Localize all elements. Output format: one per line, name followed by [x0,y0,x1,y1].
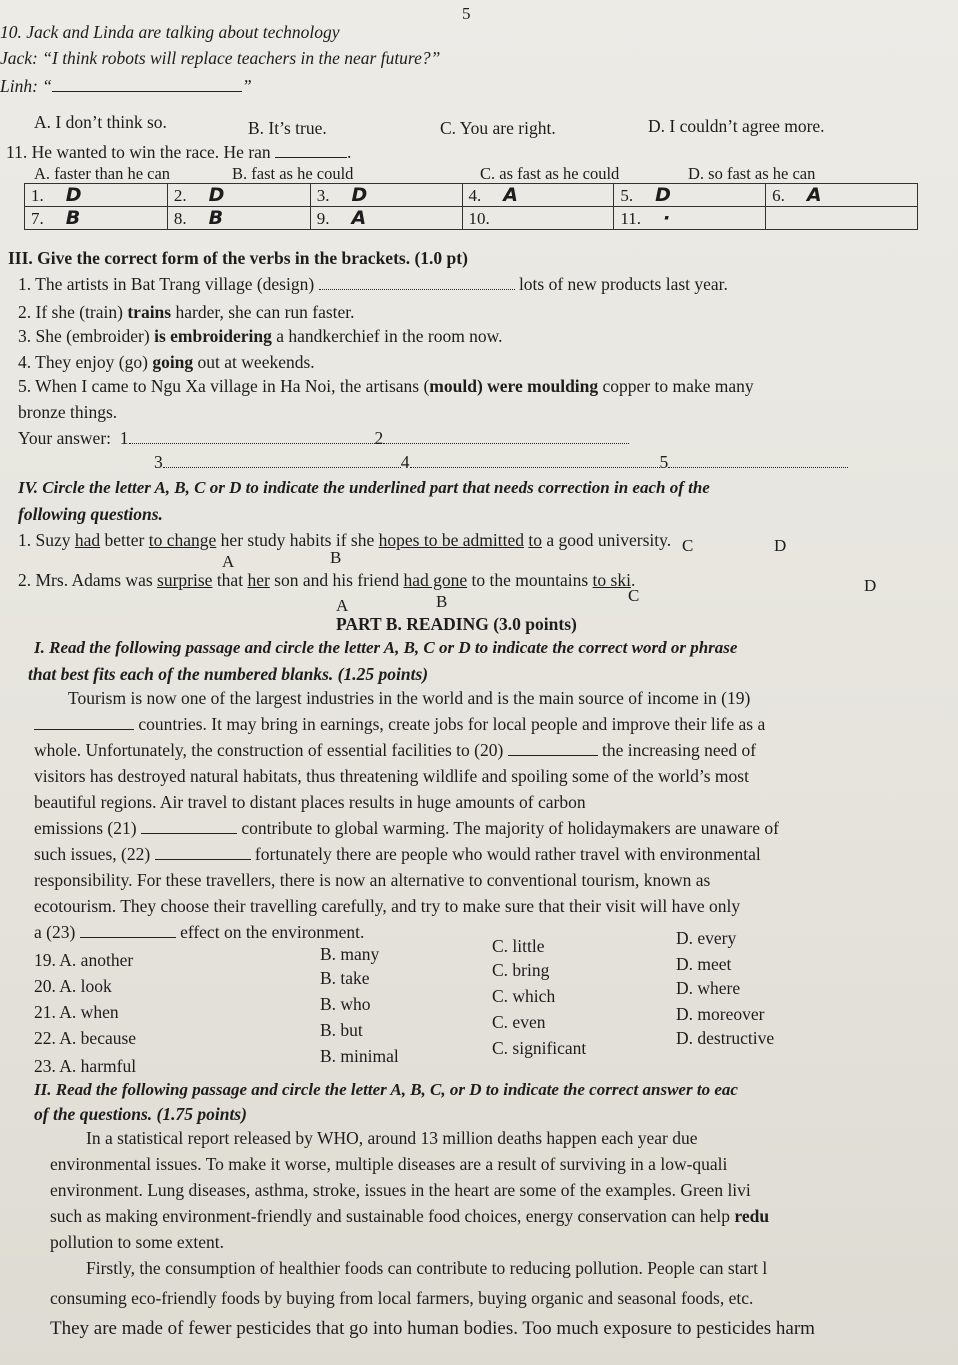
answer-cell-label: 3. [316,186,330,205]
answer-cell[interactable] [167,207,310,230]
page-number: 5 [462,4,471,23]
choice-c[interactable]: C. even [492,1012,546,1032]
answer-cell-label: 6. [772,186,785,205]
section3-item-3 [18,326,503,347]
filled-answer: is embroidering [154,326,272,346]
q11-answer-blank[interactable] [275,157,347,158]
answer-cell-label: 2. [173,186,187,205]
passage2-line: pollution to some extent. [50,1232,225,1252]
choice-number: 19. [34,950,56,970]
passage-text: fortunately there are people who would rather travel with environmental [254,844,761,864]
letter-d: D [774,536,787,555]
choice-number: 22. [34,1028,56,1048]
handwritten-answer: D [208,184,225,206]
slot-number: 3 [154,452,163,472]
choice-row [34,976,112,997]
section3-item-2 [18,302,355,323]
letter-c: C [628,586,640,605]
q11-stem-line: 11. He wanted to win the race. He ran . [6,142,352,162]
choice-a[interactable]: A. look [59,976,112,996]
choice-d[interactable]: D. every [676,928,737,948]
answer-table-row [25,207,918,230]
passage-text: whole. Unfortunately, the construction of essential facilities to (20) [34,740,504,760]
q10-stem: 10. Jack and Linda are talking about technology [0,22,340,42]
underlined-part-b[interactable]: to change [148,530,217,550]
q10-option-d[interactable]: D. I couldn’t agree more. [648,116,825,136]
your-answer-label: Your answer: [18,428,112,448]
passage-line [34,818,779,839]
passage-text: countries. It may bring in earnings, create jobs for local people and improve their life as a [138,714,766,734]
item-text: a handkerchief in the room now. [271,326,503,346]
answer-cell-label: 9. [316,209,330,228]
handwritten-answer: A [351,207,367,229]
underlined-part-b[interactable]: her [247,570,270,590]
passage-line: visitors has destroyed natural habitats, thus threatening wildlife and spoiling some of the world’s most [34,766,749,786]
choice-c[interactable]: C. little [492,936,545,956]
passage2-line: environmental issues. To make it worse, multiple diseases are a result of surviving in a low-quali [50,1154,728,1174]
answer-cell-label: 5. [620,186,634,205]
underlined-part-a[interactable]: surprise [157,570,213,590]
answer-cell[interactable] [25,207,168,230]
handwritten-answer: A [503,184,519,206]
answer-cell[interactable] [310,207,462,230]
section4-heading-cont: following questions. [18,504,163,524]
q-text: that [212,570,248,590]
passage-line: responsibility. For these travellers, there is now an alternative to conventional tourism, known as [34,870,711,890]
slot-number: 1 [119,428,129,448]
passage-line [34,740,756,761]
q-text: 1. Suzy [18,530,75,550]
passage-line: beautiful regions. Air travel to distant places results in huge amounts of carbon [34,792,586,812]
filled-answer: mould) were moulding [429,376,599,396]
q-text: her study habits if she [216,530,379,550]
q-text: 2. Mrs. Adams was [18,570,158,590]
answer-cell[interactable] [462,207,614,230]
passage-text: contribute to global warming. The majority of holidaymakers are unaware of [241,818,779,838]
q-text: . [630,570,636,590]
choice-c[interactable]: C. significant [492,1038,587,1058]
choice-a[interactable]: A. harmful [59,1056,137,1076]
item-text: harder, she can run faster. [171,302,355,322]
passage-text: such issues, (22) [34,844,151,864]
q11-option-c[interactable]: C. as fast as he could [480,164,620,183]
section3-item-5-cont: bronze things. [18,402,118,422]
choice-row [34,1028,136,1049]
choice-number: 23. [34,1056,56,1076]
q-text: a good university. [541,530,672,550]
partB-s2-heading: II. Read the following passage and circle the letter A, B, C, or D to indicate the correct answer to eac [34,1080,738,1099]
answer-cell[interactable] [462,184,614,207]
answer-cell-label: 4. [468,186,482,205]
letter-b: B [436,592,448,611]
choice-d[interactable]: D. moreover [676,1004,765,1024]
passage2-line: In a statistical report released by WHO, around 13 million deaths happen each year due [86,1128,698,1148]
answer-blank[interactable] [410,467,660,468]
blank-22[interactable] [155,859,251,860]
handwritten-answer: B [65,207,81,229]
answer-blank[interactable] [668,467,848,468]
choice-row [34,1002,119,1023]
blank-20[interactable] [508,755,598,756]
handwritten-answer: D [65,184,82,206]
answer-cell-label: 7. [31,209,44,228]
your-answer-row1 [18,428,629,449]
passage-line: ecotourism. They choose their travelling carefully, and try to make sure that their visit will have only [34,896,741,916]
answer-blank[interactable] [319,289,515,290]
q11-option-d[interactable]: D. so fast as he can [688,164,816,183]
underlined-part-c[interactable]: had gone [403,570,468,590]
partB-s1-heading-cont: that best fits each of the numbered blanks. (1.25 points) [28,664,429,684]
passage-text: effect on the environment. [180,922,365,942]
q10-option-b[interactable]: B. It’s true. [248,118,327,138]
passage2-line: environment. Lung diseases, asthma, stroke, issues in the heart are some of the examples. Green livi [50,1180,751,1200]
item-text: 2. If she (train) [18,302,128,322]
q10-linh-label: Linh: “ [0,76,53,96]
blank-23[interactable] [80,937,176,938]
answer-cell[interactable] [614,207,766,230]
item-text: 3. She (embroider) [18,326,155,346]
partB-heading: PART B. READING (3.0 points) [336,614,577,634]
section4-q1 [18,530,671,551]
answer-cell-label: 10. [468,209,490,228]
item-text: 4. They enjoy (go) [18,352,153,372]
section3-item-1 [18,274,728,295]
answer-table-row [25,184,918,207]
slot-number: 4 [400,452,410,472]
item-text: 1. The artists in Bat Trang village (design) [18,274,319,294]
passage-text: such as making environment-friendly and sustainable food choices, energy conservation can help [50,1206,731,1226]
section3-item-4 [18,352,315,373]
passage-text: emissions (21) [34,818,137,838]
choice-number: 21. [34,1002,56,1022]
answer-cell[interactable] [25,184,168,207]
passage2-line [50,1206,769,1227]
choice-row [34,1056,136,1077]
underlined-part-a[interactable]: had [74,530,101,550]
answer-cell-label: 8. [173,209,187,228]
passage-line [34,844,761,865]
choice-d[interactable]: D. where [676,978,741,998]
q11-stem: 11. He wanted to win the race. He ran [6,142,271,162]
choice-b[interactable]: B. who [320,994,371,1014]
q-text: better [100,530,149,550]
choice-a[interactable]: A. another [59,950,134,970]
answer-cell[interactable] [167,184,310,207]
choice-a[interactable]: A. because [59,1028,137,1048]
handwritten-answer: A [806,184,822,206]
passage-line [34,714,765,735]
section3-item-5 [18,376,754,397]
choice-b[interactable]: B. many [320,944,380,964]
answer-cell-empty [766,207,918,230]
partB-s1-heading: I. Read the following passage and circle the letter A, B, C or D to indicate the correct word or phrase [34,638,738,657]
underlined-part-c[interactable]: hopes to be admitted [378,530,524,550]
passage2-line: consuming eco-friendly foods by buying from local farmers, buying organic and seasonal foods, etc. [50,1288,754,1308]
passage-line [34,922,364,943]
choice-c[interactable]: C. which [492,986,556,1006]
partB-s2-heading-cont: of the questions. (1.75 points) [34,1104,247,1124]
choice-row [34,950,133,971]
underlined-part-d[interactable]: to [528,530,542,550]
q10-option-a[interactable]: A. I don’t think so. [34,112,167,132]
q10-linh-end: ” [242,76,252,96]
q10-answer-blank[interactable] [52,91,242,92]
letter-c: C [682,536,694,555]
slot-number: 2 [374,428,384,448]
your-answer-row2 [154,452,848,473]
blank-21[interactable] [141,833,237,834]
q10-linh-line [0,76,252,97]
answer-cell[interactable] [766,184,918,207]
blank-19[interactable] [34,729,134,730]
answer-cell[interactable] [310,184,462,207]
answer-cell-label: 11. [620,209,641,228]
choice-d[interactable]: D. meet [676,954,732,974]
answer-table [24,183,918,230]
letter-a: A [336,596,349,615]
q-text: to the mountains [467,570,593,590]
answer-blank[interactable] [129,443,375,444]
passage-text-bold: redu [734,1206,770,1226]
item-text: lots of new products last year. [514,274,728,294]
section4-q2 [18,570,635,591]
underlined-part-d[interactable]: to ski [592,570,631,590]
choice-a[interactable]: A. when [59,1002,119,1022]
filled-answer: going [152,352,194,372]
choice-b[interactable]: B. take [320,968,370,988]
filled-answer: trains [127,302,172,322]
handwritten-answer: B [208,207,224,229]
choice-b[interactable]: B. but [320,1020,363,1040]
choice-number: 20. [34,976,56,996]
passage2-line: Firstly, the consumption of healthier foods can contribute to reducing pollution. People can start l [86,1258,768,1278]
item-text: 5. When I came to Ngu Xa village in Ha Noi, the artisans ( [18,376,430,396]
answer-cell[interactable] [614,184,766,207]
answer-blank[interactable] [163,467,401,468]
section3-heading: III. Give the correct form of the verbs in the brackets. (1.0 pt) [8,248,468,268]
answer-cell-label: 1. [31,186,44,205]
choice-b[interactable]: B. minimal [320,1046,399,1066]
section4-heading: IV. Circle the letter A, B, C or D to indicate the underlined part that needs correction in each of the [18,478,710,497]
q11-option-a[interactable]: A. faster than he can [34,164,171,183]
passage-text: a (23) [34,922,76,942]
letter-b: B [330,548,342,567]
answer-blank[interactable] [383,443,629,444]
item-text: copper to make many [598,376,754,396]
item-text: out at weekends. [193,352,315,372]
q10-option-c[interactable]: C. You are right. [440,118,556,138]
q11-option-b[interactable]: B. fast as he could [232,164,354,183]
choice-c[interactable]: C. bring [492,960,550,980]
letter-d: D [864,576,877,595]
passage2-line: They are made of fewer pesticides that go into human bodies. Too much exposure to pesticides harm [50,1318,815,1339]
q10-jack-line: Jack: “I think robots will replace teachers in the near future?” [0,48,441,68]
choice-d[interactable]: D. destructive [676,1028,775,1048]
passage-text: the increasing need of [602,740,757,760]
q-text: son and his friend [269,570,404,590]
letter-a: A [222,552,235,571]
handwritten-answer: D [655,184,671,206]
handwritten-answer: D [351,184,368,206]
passage-line: Tourism is now one of the largest industries in the world and is the main source of income in (19) [68,688,751,708]
handwritten-answer: · [662,207,671,229]
slot-number: 5 [659,452,669,472]
